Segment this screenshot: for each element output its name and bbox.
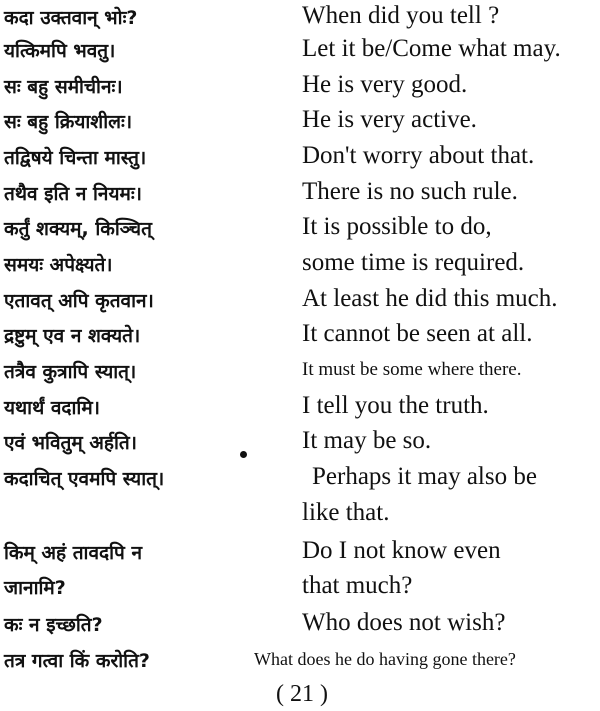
phrase-row <box>0 71 600 107</box>
english-translation: It is possible to do, <box>302 213 492 240</box>
phrase-row <box>0 463 600 499</box>
english-translation: He is very good. <box>302 71 468 98</box>
phrase-row <box>0 178 600 214</box>
sanskrit-phrase: तथैव इति न नियमः। <box>4 183 142 205</box>
sanskrit-phrase: यत्किमपि भवतु। <box>4 40 116 62</box>
phrase-row <box>0 320 600 356</box>
phrase-row <box>0 249 600 285</box>
sanskrit-phrase: तत्र गत्वा किं करोति? <box>4 650 150 672</box>
english-translation: like that. <box>302 499 390 526</box>
page-number: ( 21 ) <box>276 681 328 707</box>
phrase-row <box>0 356 600 392</box>
english-translation: Let it be/Come what may. <box>302 35 561 62</box>
phrase-row <box>0 285 600 321</box>
phrase-row <box>0 142 600 178</box>
sanskrit-phrase: सः बहु समीचीनः। <box>4 76 123 98</box>
english-translation: At least he did this much. <box>302 285 558 312</box>
english-translation: Don't worry about that. <box>302 142 535 169</box>
phrase-row <box>0 2 600 38</box>
sanskrit-phrase: कः न इच्छति? <box>4 614 103 636</box>
english-translation: I tell you the truth. <box>302 392 489 419</box>
english-translation: It may be so. <box>302 427 432 454</box>
sanskrit-phrase: द्रष्टुम् एव न शक्यते। <box>4 325 141 347</box>
sanskrit-phrase: जानामि? <box>4 577 66 599</box>
sanskrit-phrase: समयः अपेक्ष्यते। <box>4 254 113 276</box>
sanskrit-phrase: एतावत् अपि कृतवान। <box>4 290 154 312</box>
english-translation: some time is required. <box>302 249 525 276</box>
phrase-row <box>0 213 600 249</box>
phrase-row <box>0 392 600 428</box>
english-translation: When did you tell ? <box>302 2 500 29</box>
phrase-row <box>0 572 600 608</box>
english-translation: that much? <box>302 572 413 599</box>
english-translation: There is no such rule. <box>302 178 518 205</box>
phrase-row <box>0 645 600 681</box>
sanskrit-phrase: कर्तुं शक्यम्, किञ्चित् <box>4 218 152 240</box>
phrase-row <box>0 427 600 463</box>
english-translation: He is very active. <box>302 106 477 133</box>
sanskrit-phrase: तद्विषये चिन्ता मास्तु। <box>4 147 147 169</box>
sanskrit-phrase: सः बहु क्रियाशीलः। <box>4 111 133 133</box>
english-translation: It cannot be seen at all. <box>302 320 533 347</box>
phrase-row <box>0 537 600 573</box>
english-translation: Do I not know even <box>302 537 501 564</box>
phrase-row <box>0 499 600 535</box>
phrase-row <box>0 106 600 142</box>
sanskrit-phrase: कदा उक्तवान् भोः? <box>4 7 138 29</box>
english-translation: It must be some where there. <box>302 359 522 380</box>
sanskrit-phrase: तत्रैव कुत्रापि स्यात्। <box>4 361 137 383</box>
phrase-row <box>0 35 600 71</box>
english-translation: Perhaps it may also be <box>312 463 537 490</box>
sanskrit-phrase: किम् अहं तावदपि न <box>4 542 142 564</box>
english-translation: Who does not wish? <box>302 609 506 636</box>
sanskrit-phrase: कदाचित् एवमपि स्यात्। <box>4 468 165 490</box>
english-translation: What does he do having gone there? <box>254 649 516 669</box>
sanskrit-phrase: यथार्थं वदामि। <box>4 397 100 419</box>
sanskrit-phrase: एवं भवितुम् अर्हति। <box>4 432 137 454</box>
phrase-row <box>0 609 600 645</box>
ink-dot <box>240 451 247 458</box>
